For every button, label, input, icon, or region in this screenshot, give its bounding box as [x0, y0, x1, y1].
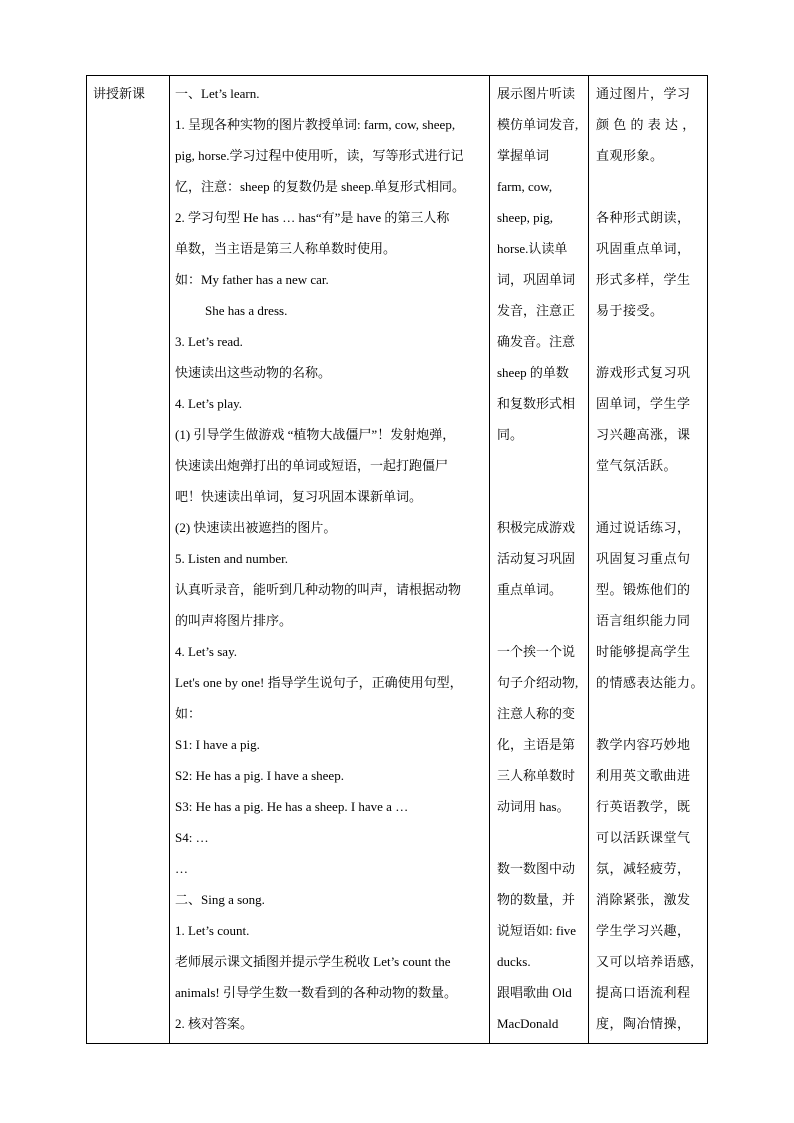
process-text-line: 5. Listen and number.	[175, 551, 289, 566]
activity-text-line	[497, 455, 585, 486]
intent-text-line: 通过说话练习，	[596, 520, 691, 535]
process-text-line: 如：	[175, 706, 202, 721]
activity-text-line: 发音，注意正	[497, 303, 576, 318]
activity-text-line: sheep 的单数	[497, 365, 569, 380]
activity-text-line: 确发音。注意	[497, 334, 576, 349]
intent-text-line: 易于接受。	[596, 303, 664, 318]
intent-text-line: 各种形式朗读，	[596, 210, 691, 225]
design-intent-column	[596, 83, 706, 1044]
process-text-line: 1. 呈现各种实物的图片教授单词: farm, cow, sheep,	[175, 117, 456, 132]
intent-text-line: 可以活跃课堂气	[596, 830, 691, 845]
process-text-line: 吧！快速读出单词，复习巩固本课新单词。	[175, 489, 423, 504]
activity-text-line	[497, 827, 585, 858]
activity-text-line: horse.认读单	[497, 241, 568, 256]
column-divider	[489, 76, 490, 1043]
activity-text-line: 注意人称的变	[497, 706, 576, 721]
activity-text-line: 一个挨一个说	[497, 644, 576, 659]
activity-text-line: 和复数形式相	[497, 396, 576, 411]
intent-text-line: 教学内容巧妙地	[596, 737, 691, 752]
process-text-line: 一、Let’s learn.	[175, 86, 260, 101]
activity-text-line: 三人称单数时	[497, 768, 576, 783]
column-divider	[169, 76, 170, 1043]
intent-text-line	[596, 703, 706, 734]
intent-text-line: 颜 色 的 表 达 ，	[596, 117, 696, 132]
process-text-line: 快速读出炮弹打出的单词或短语，一起打跑僵尸	[175, 458, 449, 473]
activity-text-line: MacDonald	[497, 1016, 559, 1031]
activity-text-line: 展示图片听读	[497, 86, 576, 101]
intent-text-line: 又可以培养语感,	[596, 954, 695, 969]
intent-text-line: 型。锻炼他们的	[596, 582, 691, 597]
process-text-line: pig, horse.学习过程中使用听，读，写等形式进行记	[175, 148, 464, 163]
intent-text-line: 游戏形式复习巩	[596, 365, 691, 380]
intent-text-line: 利用英文歌曲进	[596, 768, 691, 783]
process-text-line: 3. Let’s read.	[175, 334, 243, 349]
process-text-line: 单数，当主语是第三人称单数时使用。	[175, 241, 397, 256]
intent-text-line	[596, 176, 706, 207]
activity-text-line: 重点单词。	[497, 582, 563, 597]
activity-text-line: 积极完成游戏	[497, 520, 576, 535]
intent-text-line: 消除紧张，激发	[596, 892, 691, 907]
intent-text-line	[596, 486, 706, 517]
activity-text-line: sheep, pig,	[497, 210, 553, 225]
process-text-line: 认真听录音，能听到几种动物的叫声，请根据动物	[175, 582, 462, 597]
process-text-line: S4: …	[175, 830, 209, 845]
student-activity-column	[497, 83, 585, 1044]
activity-text-line: 模仿单词发音,	[497, 117, 579, 132]
process-text-line: 老师展示课文插图并提示学生税收 Let’s count the	[175, 954, 451, 969]
process-text-line: S2: He has a pig. I have a sheep.	[175, 768, 344, 783]
activity-text-line: 物的数量，并	[497, 892, 576, 907]
process-text-line: 二、Sing a song.	[175, 892, 265, 907]
activity-text-line: 化，主语是第	[497, 737, 576, 752]
intent-text-line: 通过图片，学习	[596, 86, 691, 101]
activity-text-line	[497, 486, 585, 517]
stage-column	[93, 83, 167, 114]
process-text-line: S1: I have a pig.	[175, 737, 260, 752]
column-divider	[588, 76, 589, 1043]
intent-text-line: 习兴趣高涨，课	[596, 427, 691, 442]
stage-label: 讲授新课	[93, 86, 146, 101]
process-text-line: 如：My father has a new car.	[175, 272, 329, 287]
lesson-table	[86, 75, 708, 1044]
intent-text-line: 度，陶冶情操，	[596, 1016, 691, 1031]
intent-text-line: 巩固复习重点句	[596, 551, 691, 566]
activity-text-line: ducks.	[497, 954, 531, 969]
activity-text-line	[497, 610, 585, 641]
intent-text-line: 氛，减轻疲劳，	[596, 861, 691, 876]
intent-text-line: 行英语教学，既	[596, 799, 691, 814]
process-text-line: 的叫声将图片排序。	[175, 613, 293, 628]
intent-text-line: 固单词，学生学	[596, 396, 691, 411]
process-text-line: 忆，注意：sheep 的复数仍是 sheep.单复形式相同。	[175, 179, 465, 194]
intent-text-line	[596, 331, 706, 362]
activity-text-line: 句子介绍动物,	[497, 675, 579, 690]
intent-text-line: 语言组织能力同	[596, 613, 691, 628]
activity-text-line: 说短语如: five	[497, 923, 577, 938]
process-text-line: She has a dress.	[205, 303, 288, 318]
intent-text-line: 形式多样，学生	[596, 272, 691, 287]
activity-text-line: 同。	[497, 427, 524, 442]
activity-text-line: 活动复习巩固	[497, 551, 576, 566]
activity-text-line: 掌握单词	[497, 148, 550, 163]
process-text-line: Let's one by one! 指导学生说句子，正确使用句型，	[175, 675, 463, 690]
intent-text-line: 直观形象。	[596, 148, 664, 163]
process-text-line: animals! 引导学生数一数看到的各种动物的数量。	[175, 985, 458, 1000]
activity-text-line: 跟唱歌曲 Old	[497, 985, 572, 1000]
activity-text-line: 词，巩固单词	[497, 272, 576, 287]
process-text-line: 2. 核对答案。	[175, 1016, 254, 1031]
process-text-line: S3: He has a pig. He has a sheep. I have a …	[175, 799, 409, 814]
process-text-line: (2) 快速读出被遮挡的图片。	[175, 520, 337, 535]
intent-text-line: 提高口语流利程	[596, 985, 691, 1000]
activity-text-line: farm, cow,	[497, 179, 553, 194]
teaching-process-column	[175, 83, 485, 1044]
activity-text-line: 数一数图中动	[497, 861, 576, 876]
intent-text-line: 的情感表达能力。	[596, 675, 705, 690]
intent-text-line: 巩固重点单词，	[596, 241, 691, 256]
intent-text-line: 时能够提高学生	[596, 644, 691, 659]
activity-text-line: 动词用 has。	[497, 799, 570, 814]
process-text-line: 4. Let’s say.	[175, 644, 237, 659]
process-text-line: 1. Let’s count.	[175, 923, 250, 938]
process-text-line: 4. Let’s play.	[175, 396, 243, 411]
process-text-line: 2. 学习句型 He has … has“有”是 have 的第三人称	[175, 210, 450, 225]
process-text-line: (1) 引导学生做游戏 “植物大战僵尸”！发射炮弹，	[175, 427, 456, 442]
intent-text-line: 学生学习兴趣，	[596, 923, 691, 938]
process-text-line: 快速读出这些动物的名称。	[175, 365, 332, 380]
intent-text-line: 堂气氛活跃。	[596, 458, 678, 473]
process-text-line: …	[175, 861, 188, 876]
